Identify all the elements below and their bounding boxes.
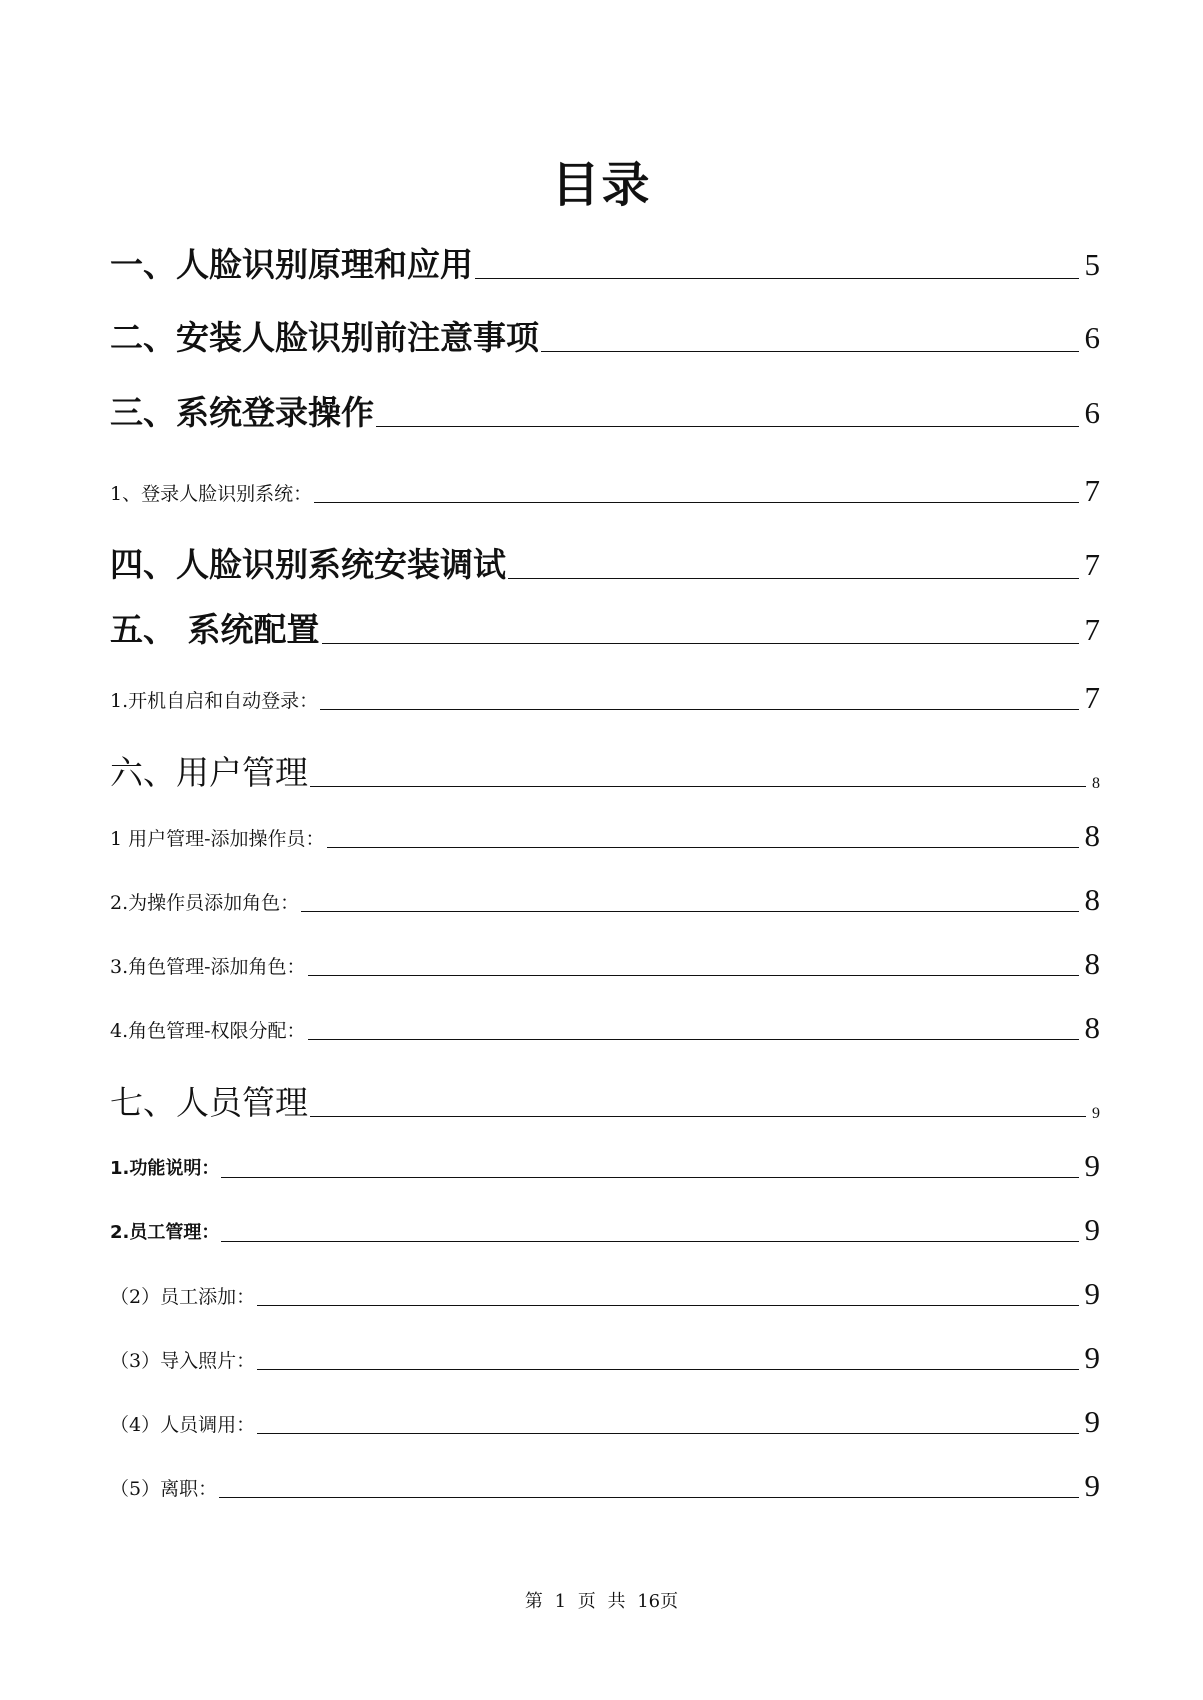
toc-entry-section-2[interactable] bbox=[110, 318, 1100, 358]
toc-page-number: 8 bbox=[1084, 1010, 1100, 1045]
toc-page-number: 8 bbox=[1092, 775, 1100, 792]
toc-page-number: 9 bbox=[1084, 1276, 1100, 1311]
page-title: 目录 bbox=[551, 157, 652, 213]
toc-leader-line bbox=[221, 1241, 1078, 1242]
toc-entry-label: 七、人员管理 bbox=[110, 1083, 308, 1122]
toc-leader-line bbox=[301, 911, 1078, 912]
toc-leader-line bbox=[475, 278, 1079, 279]
toc-page-number: 8 bbox=[1084, 818, 1100, 853]
toc-leader-line bbox=[508, 578, 1079, 579]
toc-entry-label: 2.为操作员添加角色： bbox=[110, 892, 300, 914]
toc-entry-label: 1、登录人脸识别系统： bbox=[110, 483, 313, 505]
toc-entry-7-2[interactable] bbox=[110, 1212, 1100, 1248]
toc-leader-line bbox=[310, 786, 1086, 787]
toc-leader-line bbox=[376, 426, 1079, 427]
toc-entry-7-2-2[interactable] bbox=[110, 1276, 1100, 1312]
toc-entry-label: （4）人员调用： bbox=[110, 1414, 256, 1436]
page-footer: 第 1 页 共 16页 bbox=[524, 1591, 679, 1612]
toc-leader-line bbox=[322, 643, 1079, 644]
toc-page-number: 9 bbox=[1084, 1404, 1100, 1439]
toc-page-number: 7 bbox=[1084, 612, 1100, 647]
toc-entry-label: 四、人脸识别系统安装调试 bbox=[110, 545, 506, 584]
toc-entry-section-6[interactable] bbox=[110, 753, 1100, 793]
toc-leader-line bbox=[257, 1305, 1078, 1306]
toc-entry-section-5[interactable] bbox=[110, 610, 1100, 650]
toc-entry-label: （3）导入照片： bbox=[110, 1350, 256, 1372]
toc-leader-line bbox=[257, 1369, 1078, 1370]
toc-entry-3-1[interactable] bbox=[110, 473, 1100, 509]
toc-entry-label: 2.员工管理： bbox=[110, 1222, 220, 1243]
toc-entry-7-2-3[interactable] bbox=[110, 1340, 1100, 1376]
toc-page-number: 9 bbox=[1092, 1105, 1100, 1122]
toc-entry-label: 1.功能说明： bbox=[110, 1158, 220, 1179]
toc-entry-6-4[interactable] bbox=[110, 1010, 1100, 1046]
toc-page-number: 7 bbox=[1084, 473, 1100, 508]
toc-entry-label: 三、系统登录操作 bbox=[110, 393, 374, 432]
toc-leader-line bbox=[310, 1116, 1086, 1117]
toc-leader-line bbox=[257, 1433, 1078, 1434]
toc-entry-label: 一、人脸识别原理和应用 bbox=[110, 245, 473, 284]
toc-entry-section-3[interactable] bbox=[110, 393, 1100, 433]
toc-entry-7-2-5[interactable] bbox=[110, 1468, 1100, 1504]
toc-page-number: 8 bbox=[1084, 882, 1100, 917]
toc-entry-section-7[interactable] bbox=[110, 1083, 1100, 1123]
toc-entry-label: 五、 系统配置 bbox=[110, 610, 320, 649]
toc-entry-6-2[interactable] bbox=[110, 882, 1100, 918]
toc-entry-7-2-4[interactable] bbox=[110, 1404, 1100, 1440]
toc-leader-line bbox=[308, 1039, 1079, 1040]
toc-page-number: 6 bbox=[1084, 320, 1100, 355]
toc-page-number: 7 bbox=[1084, 680, 1100, 715]
toc-entry-label: （5）离职： bbox=[110, 1478, 218, 1500]
toc-page-number: 7 bbox=[1084, 547, 1100, 582]
toc-entry-label: 4.角色管理-权限分配： bbox=[110, 1020, 306, 1042]
toc-leader-line bbox=[308, 975, 1079, 976]
toc-page-number: 8 bbox=[1084, 946, 1100, 981]
toc-leader-line bbox=[320, 709, 1078, 710]
toc-entry-label: 二、安装人脸识别前注意事项 bbox=[110, 318, 539, 357]
toc-entry-7-1[interactable] bbox=[110, 1148, 1100, 1184]
toc-entry-5-1[interactable] bbox=[110, 680, 1100, 716]
toc-entry-label: 1 用户管理-添加操作员： bbox=[110, 828, 325, 850]
toc-page-number: 9 bbox=[1084, 1468, 1100, 1503]
toc-page-number: 9 bbox=[1084, 1212, 1100, 1247]
toc-leader-line bbox=[541, 351, 1079, 352]
toc-leader-line bbox=[221, 1177, 1078, 1178]
toc-leader-line bbox=[219, 1497, 1078, 1498]
toc-entry-6-1[interactable] bbox=[110, 818, 1100, 854]
toc-entry-label: 3.角色管理-添加角色： bbox=[110, 956, 306, 978]
toc-entry-section-4[interactable] bbox=[110, 545, 1100, 585]
toc-entry-section-1[interactable] bbox=[110, 245, 1100, 285]
toc-leader-line bbox=[327, 847, 1079, 848]
toc-page-number: 9 bbox=[1084, 1340, 1100, 1375]
toc-page-number: 9 bbox=[1084, 1148, 1100, 1183]
toc-entry-6-3[interactable] bbox=[110, 946, 1100, 982]
toc-entry-label: 六、用户管理 bbox=[110, 753, 308, 792]
toc-page-number: 5 bbox=[1084, 247, 1100, 282]
toc-entry-label: 1.开机自启和自动登录： bbox=[110, 690, 319, 712]
toc-entry-label: （2）员工添加： bbox=[110, 1286, 256, 1308]
toc-leader-line bbox=[314, 502, 1078, 503]
toc-page-number: 6 bbox=[1084, 395, 1100, 430]
